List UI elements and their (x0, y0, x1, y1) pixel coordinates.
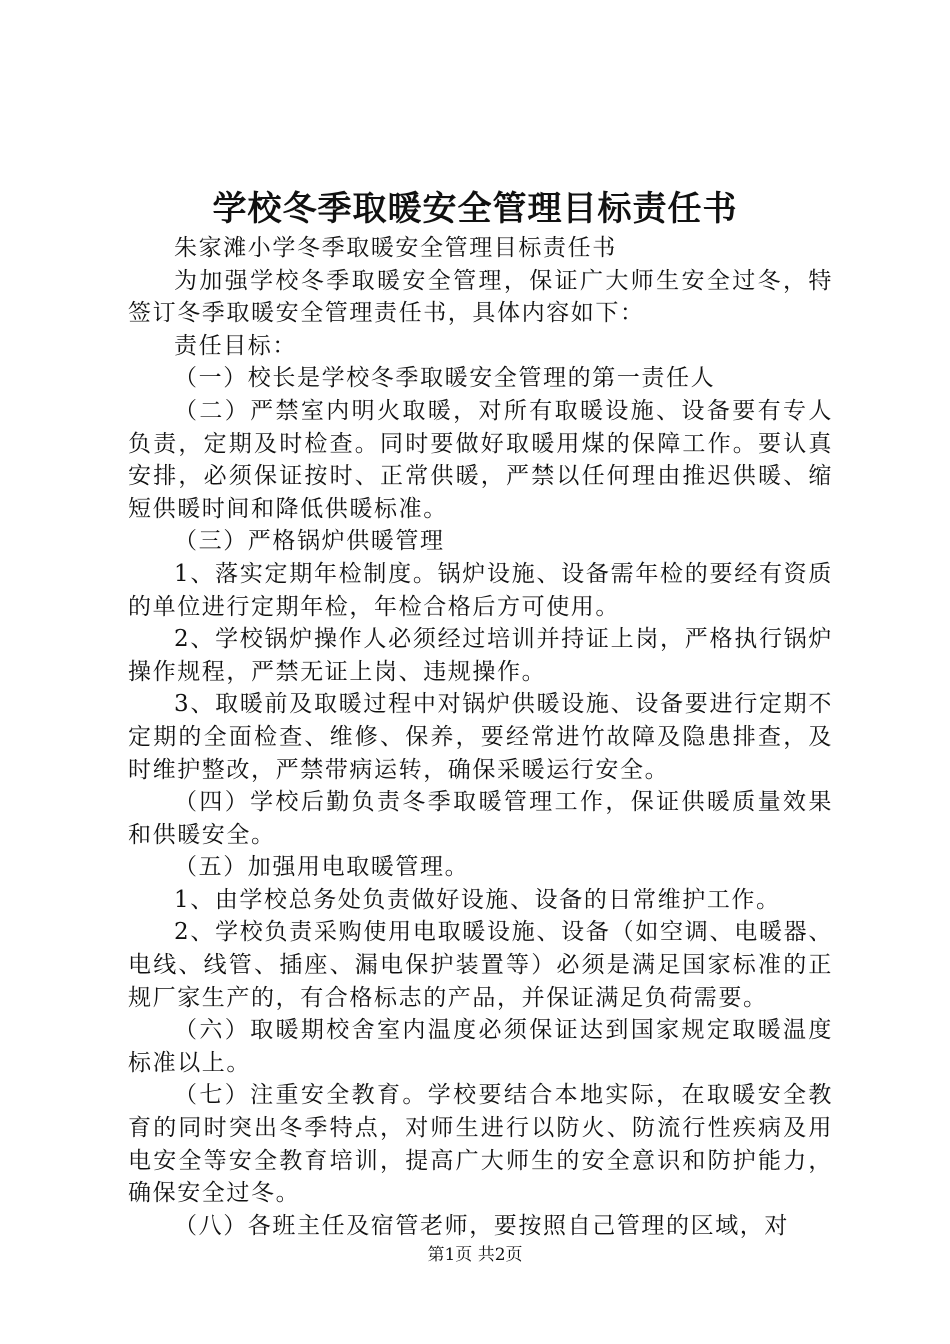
paragraph-item-5-sub-1: 1、由学校总务处负责做好设施、设备的日常维护工作。 (174, 886, 781, 913)
paragraph-item-1: （一）校长是学校冬季取暖安全管理的第一责任人 (174, 365, 716, 392)
paragraph-intro: 为加强学校冬季取暖安全管理，保证广大师生安全过冬，特签订冬季取暖安全管理责任书，具体内容如下： (128, 267, 833, 327)
paragraph-item-5: （五）加强用电取暖管理。 (174, 854, 470, 881)
page-number-footer: 第1页 共2页 (427, 1245, 523, 1265)
paragraph-item-3-sub-1: 1、落实定期年检制度。锅炉设施、设备需年检的要经有资质的单位进行定期年检，年检合格后方可使用。 (128, 560, 833, 620)
paragraph-item-3-sub-2: 2、学校锅炉操作人必须经过培训并持证上岗，严格执行锅炉操作规程，严禁无证上岗、违规操作。 (128, 626, 833, 685)
paragraph-school-heading: 朱家滩小学冬季取暖安全管理目标责任书 (174, 235, 617, 261)
paragraph-goals-label: 责任目标： (174, 332, 297, 359)
paragraph-item-7: （七）注重安全教育。学校要结合本地实际，在取暖安全教育的同时突出冬季特点，对师生进行以防火、防流行性疾病及用电安全等安全教育培训，提高广大师生的安全意识和防护能力，确保安全过冬。 (128, 1082, 833, 1207)
paragraph-item-2: （二）严禁室内明火取暖，对所有取暖设施、设备要有专人负责，定期及时检查。同时要做好取暖用煤的保障工作。要认真安排，必须保证按时、正常供暖，严禁以任何理由推迟供暖、缩短供暖时间和降低供暖标准。 (128, 397, 833, 522)
paragraph-item-3: （三）严格锅炉供暖管理 (174, 528, 445, 555)
document-title: 学校冬季取暖安全管理目标责任书 (212, 189, 738, 229)
paragraph-item-8: （八）各班主任及宿管老师，要按照自己管理的区域，对 (174, 1212, 789, 1239)
paragraph-item-6: （六）取暖期校舍室内温度必须保证达到国家规定取暖温度标准以上。 (128, 1017, 833, 1076)
paragraph-item-4: （四）学校后勤负责冬季取暖管理工作，保证供暖质量效果和供暖安全。 (128, 789, 833, 848)
document-body (128, 232, 833, 1242)
paragraph-item-3-sub-3: 3、取暖前及取暖过程中对锅炉供暖设施、设备要进行定期不定期的全面检查、维修、保养，要经常进竹故障及隐患排查，及时维护整改，严禁带病运转，确保采暖运行安全。 (128, 691, 833, 783)
paragraph-item-5-sub-2: 2、学校负责采购使用电取暖设施、设备（如空调、电暖器、电线、线管、插座、漏电保护装置等）必须是满足国家标准的正规厂家生产的，有合格标志的产品，并保证满足负荷需要。 (128, 919, 833, 1011)
